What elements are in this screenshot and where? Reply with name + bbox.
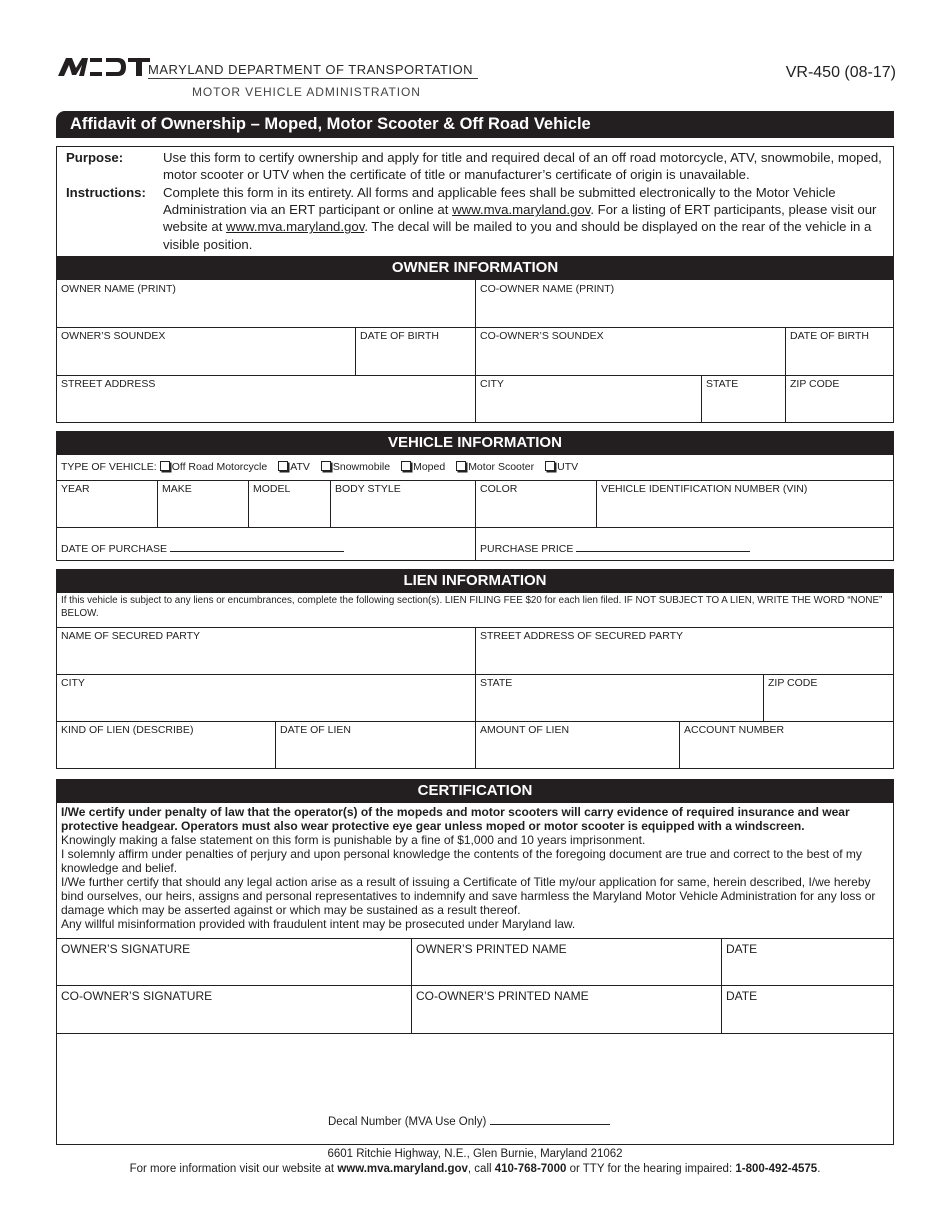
lien-note: If this vehicle is subject to any liens or encumbrances, complete the following section(s). LIEN FILING FEE $20 for each lien filed. IF NOT SUBJECT TO A LIEN, WRITE THE WORD “NONE” BELOW. (56, 592, 894, 628)
instructions-part-1: Complete this form in its entirety. All forms and applicable fees shall be submitted electronically to the Motor Vehicle Administration via an ERT participant or online at (163, 185, 836, 218)
cert-line-3: I/We further certify that should any legal action arise as a result of issuing a Certificate of Title my/our application for same, herein described, I/we hereby bind ourselves, our heirs, assigns and personal representatives to indemnify and save harmless the Maryland Motor Vehicle Administration for any loss or damage which may be asserted against or which may be sustained as a result thereof. (61, 875, 876, 917)
purpose-text: Use this form to certify ownership and apply for title and required decal of an off road motorcycle, ATV, snowmobile, moped, motor scooter or UTV when the certificate of title or manufacturer’s certificate of origin is unavailable. (163, 150, 882, 183)
model-field[interactable]: MODEL (248, 480, 331, 528)
vehicle-type-label: TYPE OF VEHICLE: (61, 461, 157, 473)
kind-of-lien-field[interactable]: KIND OF LIEN (DESCRIBE) (56, 721, 276, 769)
footer-website[interactable]: www.mva.maryland.gov (337, 1163, 468, 1175)
footer-text-2: , call (467, 1163, 495, 1175)
zip-code-field[interactable]: ZIP CODE (785, 375, 894, 423)
certification-section-heading: CERTIFICATION (56, 779, 894, 803)
cert-line-2: I solemnly affirm under penalties of perjury and upon personal knowledge the contents of the foregoing document are true and correct to the best of my knowledge and belief. (61, 847, 862, 875)
moped-label: Moped (413, 461, 446, 473)
utv-label: UTV (557, 461, 579, 473)
motor-scooter-checkbox[interactable] (456, 461, 466, 471)
instructions-text (163, 184, 889, 253)
purpose-label: Purpose: (66, 150, 124, 165)
decal-number-line (490, 1116, 610, 1125)
instructions-label: Instructions: (66, 185, 146, 200)
owner-soundex-field[interactable]: OWNER’S SOUNDEX (56, 327, 356, 376)
co-owner-date-field[interactable]: DATE (721, 985, 894, 1034)
cert-line-4: Any willful misinformation provided with fraudulent intent may be prosecuted under Maryland law. (61, 917, 576, 931)
secured-party-field[interactable]: NAME OF SECURED PARTY (56, 627, 476, 675)
form-header (56, 52, 896, 102)
off-road-motorcycle-label: Off Road Motorcycle (171, 461, 268, 473)
vehicle-section-heading: VEHICLE INFORMATION (56, 431, 894, 455)
agency-divider (148, 78, 478, 79)
decal-number-label: Decal Number (MVA Use Only) (328, 1116, 487, 1128)
lien-zip-field[interactable]: ZIP CODE (763, 674, 894, 722)
moped-checkbox[interactable] (401, 461, 411, 471)
date-of-purchase-label: DATE OF PURCHASE (61, 543, 167, 555)
decal-number-field[interactable] (328, 1116, 610, 1128)
vehicle-type-row (56, 455, 894, 481)
amount-of-lien-field[interactable]: AMOUNT OF LIEN (475, 721, 680, 769)
sub-agency-name: MOTOR VEHICLE ADMINISTRATION (192, 85, 421, 99)
vin-field[interactable]: VEHICLE IDENTIFICATION NUMBER (VIN) (596, 480, 894, 528)
body-style-field[interactable]: BODY STYLE (330, 480, 476, 528)
footer-phone: 410-768-7000 (494, 1163, 567, 1175)
co-owner-printed-name-field[interactable]: CO-OWNER’S PRINTED NAME (411, 985, 722, 1034)
footer-text-1: For more information visit our website at (129, 1163, 338, 1175)
date-of-lien-field[interactable]: DATE OF LIEN (275, 721, 476, 769)
agency-name: MARYLAND DEPARTMENT OF TRANSPORTATION (148, 62, 474, 77)
account-number-field[interactable]: ACCOUNT NUMBER (679, 721, 894, 769)
off-road-motorcycle-checkbox[interactable] (160, 461, 170, 471)
street-address-field[interactable]: STREET ADDRESS (56, 375, 476, 423)
form-title: Affidavit of Ownership – Moped, Motor Scooter & Off Road Vehicle (56, 111, 894, 138)
instructions-part-2: . For a listing of ERT participants, please visit our website at (163, 202, 877, 235)
state-field[interactable]: STATE (701, 375, 786, 423)
footer-text-4: . (817, 1163, 821, 1175)
cert-line-1: Knowingly making a false statement on this form is punishable by a fine of $1,000 and 10 years imprisonment. (61, 833, 646, 847)
date-of-purchase-line (170, 543, 344, 552)
purchase-price-field[interactable] (480, 543, 750, 555)
mva-link-2[interactable]: www.mva.maryland.gov (226, 219, 365, 235)
footer-text-3: or TTY for the hearing impaired: (566, 1163, 736, 1175)
mva-link[interactable]: www.mva.maryland.gov (452, 202, 591, 218)
purpose-instructions-box (56, 146, 894, 256)
form-number: VR-450 (08-17) (785, 64, 896, 81)
instructions-part-3: . The decal will be mailed to you and should be displayed on the rear of the vehicle in a visible position. (163, 219, 872, 252)
atv-checkbox[interactable] (278, 461, 288, 471)
co-owner-name-field[interactable]: CO-OWNER NAME (PRINT) (475, 280, 894, 328)
purchase-price-line (576, 543, 750, 552)
certification-text (56, 803, 894, 939)
lien-city-field[interactable]: CITY (56, 674, 476, 722)
year-field[interactable]: YEAR (56, 480, 158, 528)
snowmobile-label: Snowmobile (332, 461, 391, 473)
atv-label: ATV (290, 461, 310, 473)
cert-bold-statement: I/We certify under penalty of law that the operator(s) of the mopeds and motor scooters will carry evidence of required insurance and wear protective headgear. Operators must also wear protective eye gear unless moped or motor scooter is equipped with a windscreen. (61, 805, 850, 833)
footer-contact (0, 1163, 950, 1175)
owner-name-field[interactable]: OWNER NAME (PRINT) (56, 280, 476, 328)
co-owner-signature-field[interactable]: CO-OWNER’S SIGNATURE (56, 985, 412, 1034)
owner-dob-field[interactable]: DATE OF BIRTH (355, 327, 476, 376)
snowmobile-checkbox[interactable] (321, 461, 331, 471)
co-owner-soundex-field[interactable]: CO-OWNER’S SOUNDEX (475, 327, 786, 376)
utv-checkbox[interactable] (545, 461, 555, 471)
lien-state-field[interactable]: STATE (475, 674, 764, 722)
motor-scooter-label: Motor Scooter (468, 461, 535, 473)
owner-section-heading: OWNER INFORMATION (56, 256, 894, 280)
color-field[interactable]: COLOR (475, 480, 597, 528)
owner-printed-name-field[interactable]: OWNER’S PRINTED NAME (411, 938, 722, 986)
city-field[interactable]: CITY (475, 375, 702, 423)
date-of-purchase-field[interactable] (61, 543, 344, 555)
make-field[interactable]: MAKE (157, 480, 249, 528)
owner-signature-field[interactable]: OWNER’S SIGNATURE (56, 938, 412, 986)
purchase-price-label: PURCHASE PRICE (480, 543, 574, 555)
footer-address: 6601 Ritchie Highway, N.E., Glen Burnie, Maryland 21062 (327, 1148, 623, 1160)
footer-tty: 1-800-492-4575 (735, 1163, 818, 1175)
mdot-logo (56, 54, 150, 78)
secured-party-address-field[interactable]: STREET ADDRESS OF SECURED PARTY (475, 627, 894, 675)
lien-section-heading: LIEN INFORMATION (56, 569, 894, 593)
co-owner-dob-field[interactable]: DATE OF BIRTH (785, 327, 894, 376)
mva-use-box (56, 1033, 894, 1145)
owner-date-field[interactable]: DATE (721, 938, 894, 986)
